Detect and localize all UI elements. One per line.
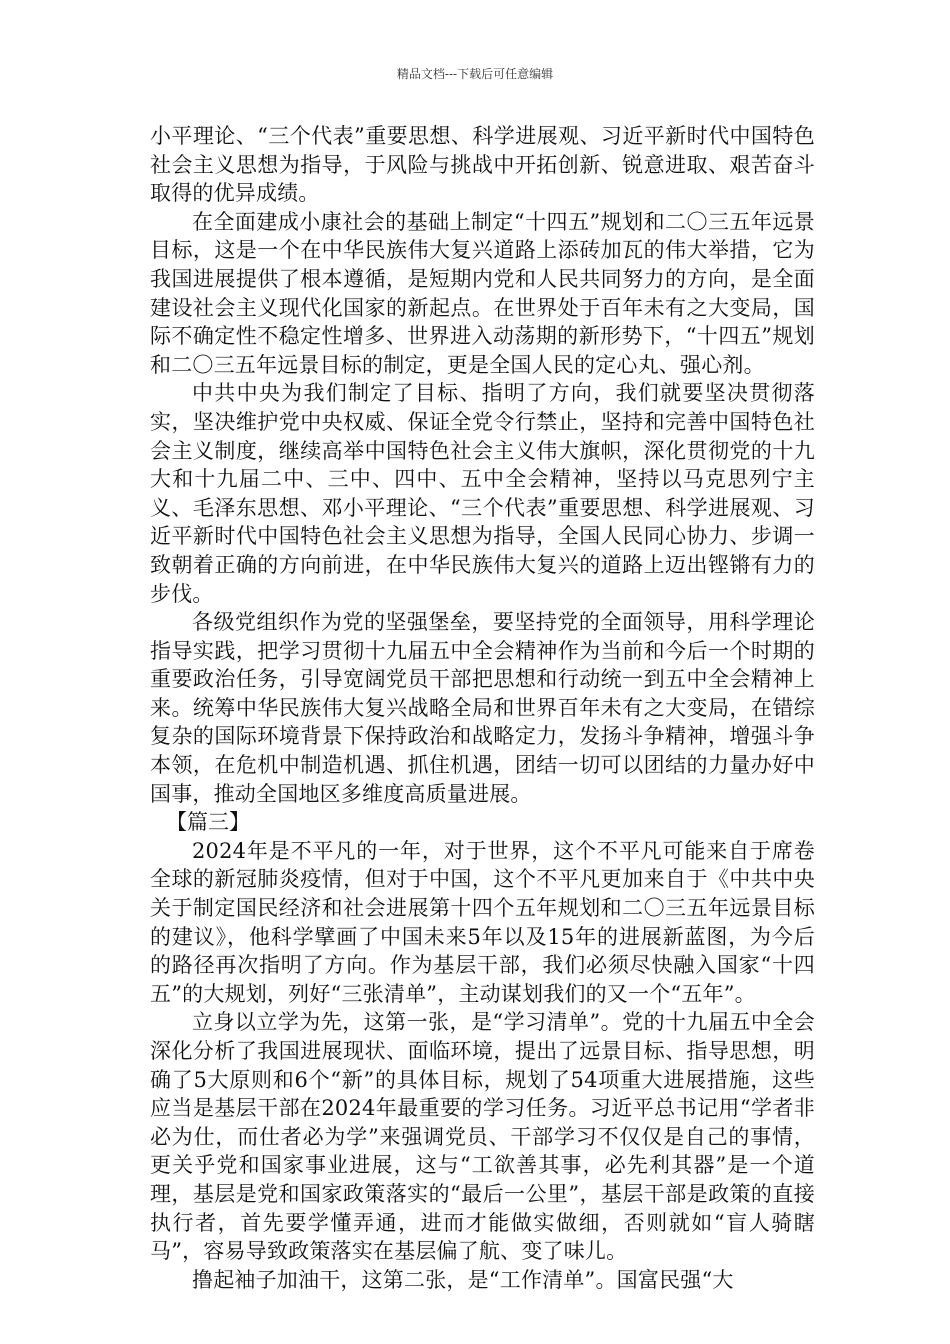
paragraph-2: 在全面建成小康社会的基础上制定“十四五”规划和二〇三五年远景目标，这是一个在中华民族伟大复兴道路上添砖加瓦的伟大举措，它为我国进展提供了根本遵循，是短期内党和人民共同努力的方向，是全面建设社会主义现代化国家的新起点。在世界处于百年未有之大变局，国际不确定性不稳定性增多、世界进入动荡期的新形势下，“十四五”规划和二〇三五年远景目标的制定，更是全国人民的定心丸、强心剂。 [150,209,815,377]
paragraph-7: 撸起袖子加油干，这第二张，是“工作清单”。国富民强“大 [192,1267,734,1292]
paragraph-6: 立身以立学为先，这第一张，是“学习清单”。党的十九届五中全会深化分析了我国进展现状、面临环境，提出了远景目标、指导思想，明确了5大原则和6个“新”的具体目标，规划了54项重大进展措施，这些应当是基层干部在2024年最重要的学习任务。习近平总书记用“学者非必为仕，而仕者必为学”来强调党员、干部学习不仅仅是自己的事情，更关乎党和国家事业进展，这与“工欲善其事，必先利其器”是一个道理，基层是党和国家政策落实的“最后一公里”，基层干部是政策的直接执行者，首先要学懂弄通，进而才能做实做细，否则就如“盲人骑瞎马”，容易导致政策落实在基层偏了航、变了味儿。 [150,1010,815,1264]
paragraph-5: 2024年是不平凡的一年，对于世界，这个不平凡可能来自于席卷全球的新冠肺炎疫情，但对于中国，这个不平凡更加来自于《中共中央关于制定国民经济和社会进展第十四个五年规划和二〇三五年远景目标的建议》，他科学擘画了中国未来5年以及15年的进展新蓝图，为今后的路径再次指明了方向。作为基层干部，我们必须尽快融入国家“十四五”的大规划，列好“三张清单”，主动谋划我们的又一个“五年”。 [150,838,815,1006]
paragraph-3: 中共中央为我们制定了目标、指明了方向，我们就要坚决贯彻落实，坚决维护党中央权威、保证全党令行禁止，坚持和完善中国特色社会主义制度，继续高举中国特色社会主义伟大旗帜，深化贯彻党的十九大和十九届二中、三中、四中、五中全会精神，坚持以马克思列宁主义、毛泽东思想、邓小平理论、“三个代表”重要思想、科学进展观、习近平新时代中国特色社会主义思想为指导，全国人民同心协力、步调一致朝着正确的方向前进，在中华民族伟大复兴的道路上迈出铿锵有力的步伐。 [150,381,815,606]
paragraph-1: 小平理论、“三个代表”重要思想、科学进展观、习近平新时代中国特色社会主义思想为指导，于风险与挑战中开拓创新、锐意进取、艰苦奋斗取得的优异成绩。 [150,124,815,206]
section-heading-part-three: 【篇三】 [166,810,250,835]
paragraph-4: 各级党组织作为党的坚强堡垒，要坚持党的全面领导，用科学理论指导实践，把学习贯彻十九届五中全会精神作为当前和今后一个时期的重要政治任务，引导宽阔党员干部把思想和行动统一到五中全会精神上来。统筹中华民族伟大复兴战略全局和世界百年未有之大变局，在错综复杂的国际环境背景下保持政治和战略定力，发扬斗争精神，增强斗争本领，在危机中制造机遇、抓住机遇，团结一切可以团结的力量办好中国事，推动全国地区多维度高质量进展。 [150,610,815,806]
page-header: 精品文档---下载后可任意编辑 [396,67,554,81]
document-body [150,122,815,1294]
